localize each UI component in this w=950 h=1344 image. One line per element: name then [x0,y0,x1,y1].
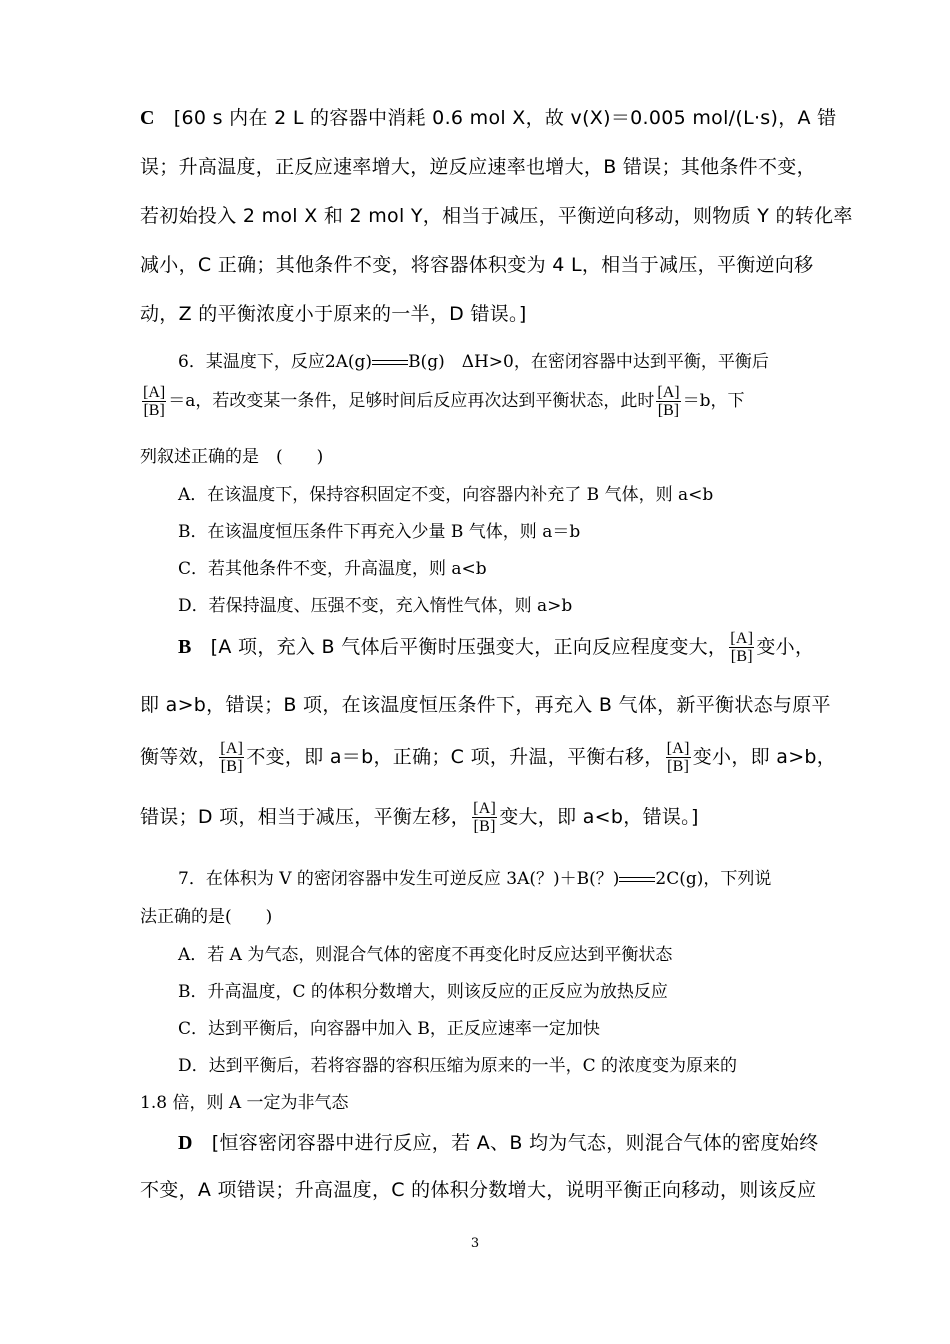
q7-text-1b: 2C(g)，下列说 [655,869,772,889]
q7-option-d-cont: 1.8 倍，则 A 一定为非气态 [140,1093,349,1113]
answer6-text-3c: 变小，即 a>b， [692,746,837,768]
q7-option-d: D．达到平衡后，若将容器的容积压缩为原来的一半，C 的浓度变为原来的 [178,1056,738,1076]
q7-option-a: A．若 A 为气态，则混合气体的密度不再变化时反应达到平衡状态 [178,945,673,965]
fraction-denominator: [B] [220,758,243,775]
answer5-line-5: 动，Z 的平衡浓度小于原来的一半，D 错误。] [140,303,527,325]
fraction [666,740,691,775]
fraction [656,384,680,419]
fraction-denominator: [B] [473,818,496,835]
fraction-numerator: [A] [143,384,166,401]
fraction-numerator: [A] [666,740,690,757]
answer6-line-2: 即 a>b，错误；B 项，在该温度恒压条件下，再充入 B 气体，新平衡状态与原平 [140,694,831,716]
q7-option-c: C．达到平衡后，向容器中加入 B，正反应速率一定加快 [178,1019,600,1039]
q7-line-2: 法正确的是( ) [140,907,273,927]
answer6-line-3 [140,740,837,775]
fraction-numerator: [A] [657,384,680,401]
answer6-text-1a: [A 项，充入 B 气体后平衡时压强变大，正向反应程度变大， [210,636,728,658]
answer6-text-4a: 错误；D 项，相当于减压，平衡左移， [140,806,471,828]
q6-option-d: D．若保持温度、压强不变，充入惰性气体，则 a>b [178,596,573,616]
answer5-text-1: [60 s 内在 2 L 的容器中消耗 0.6 mol X，故 v(X)＝0.005 mol/(L·s)，A 错 [173,107,837,129]
answer6-line-1 [178,630,850,665]
equilibrium-arrow-icon [619,874,655,886]
answer5-line-3: 若初始投入 2 mol X 和 2 mol Y，相当于减压，平衡逆向移动，则物质 Y 的转化率 [140,205,853,227]
fraction-numerator: [A] [730,630,754,647]
q6-option-a: A．在该温度下，保持容积固定不变，向容器内补充了 B 气体，则 a<b [178,485,714,505]
fraction-denominator: [B] [667,758,690,775]
answer5-line-2: 误；升高温度，正反应速率增大，逆反应速率也增大，B 错误；其他条件不变， [140,156,816,178]
q6-text-1a: 6．某温度下，反应2A(g) [178,352,373,372]
fraction-denominator: [B] [730,648,753,665]
fraction [729,630,754,665]
q7-option-b: B．升高温度，C 的体积分数增大，则该反应的正反应为放热反应 [178,982,668,1002]
fraction-denominator: [B] [143,402,165,419]
equilibrium-arrow-icon [372,357,408,369]
answer7-line-1 [178,1128,850,1155]
answer5-line-1 [140,103,837,130]
q7-text-1a: 7．在体积为 V 的密闭容器中发生可逆反应 3A(？)＋B(？) [178,869,620,889]
fraction [219,740,244,775]
fraction-numerator: [A] [220,740,244,757]
answer7-line-2: 不变，A 项错误；升高温度，C 的体积分数增大，说明平衡正向移动，则该反应 [140,1179,817,1201]
answer6-line-4 [140,800,812,835]
q6-line-1 [178,347,850,372]
q7-line-1 [178,864,850,889]
answer6-text-4b: 变大，即 a<b，错误。] [499,806,699,828]
fraction [142,384,166,419]
answer6-text-3a: 衡等效， [140,746,218,768]
answer7-letter: D [178,1132,193,1154]
q6-line-3: 列叙述正确的是 ( ) [140,447,324,467]
answer7-text-1: [恒容密闭容器中进行反应，若 A、B 均为气态，则混合气体的密度始终 [211,1132,819,1154]
q6-text-1b: B(g) ΔH>0，在密闭容器中达到平衡，平衡后 [408,352,769,372]
q6-option-c: C．若其他条件不变，升高温度，则 a<b [178,559,487,579]
fraction-denominator: [B] [657,402,680,419]
q6-text-2a: ＝a，若改变某一条件，足够时间后反应再次达到平衡状态，此时 [168,391,655,411]
q6-text-2b: ＝b，下 [682,391,745,411]
q6-line-2 [140,384,812,419]
answer6-text-1b: 变小， [756,636,815,658]
answer5-line-4: 减小，C 正确；其他条件不变，将容器体积变为 4 L，相当于减压，平衡逆向移 [140,254,814,276]
answer6-letter: B [178,636,192,658]
q6-option-b: B．在该温度恒压条件下再充入少量 B 气体，则 a＝b [178,522,581,542]
page-number: 3 [470,1236,480,1251]
fraction [472,800,497,835]
answer6-text-3b: 不变，即 a＝b，正确；C 项，升温，平衡右移， [246,746,664,768]
answer5-letter: C [140,107,155,129]
fraction-numerator: [A] [473,800,497,817]
